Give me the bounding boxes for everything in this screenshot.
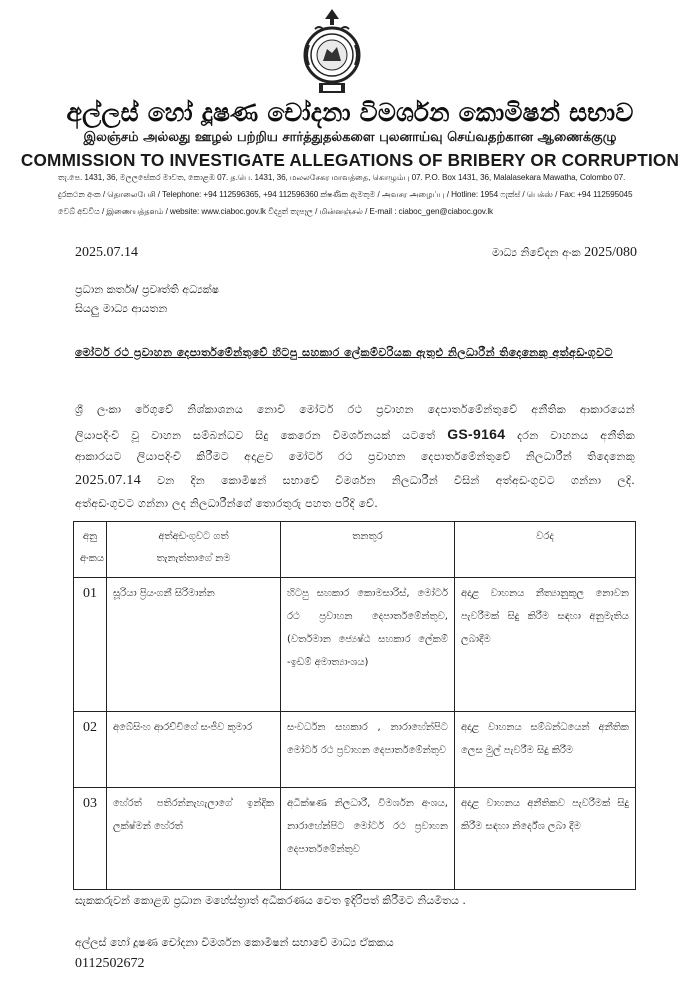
header-offence: වරද	[455, 522, 636, 578]
contact-phone: දුරකථන අංක / தொலைபேசி / Telephone: +94 112596365, +94 112596360 ක්ෂණික ඇමතුම / அவசர அழைப்பு / Hotline: 1954 ෆැක්ස් / பெக்ஸ் / Fax: +94 112595045	[58, 190, 633, 199]
row-name: සූරියා ප්‍රියංගනී සිරිමාන්න	[107, 578, 281, 712]
body-line-4-end: වන දින කොමිෂන් සභාවේ විමර්ශන නිලධාරීන් විසින් අත්අඩංගුවට ගන්නා ලදි.	[157, 474, 636, 487]
body-line-2	[75, 426, 635, 443]
court-note: සැකකරුවන් කොළඹ ප්‍රධාන මහේස්ත්‍රාත් අධිකරණය වෙත ඉදිරිපත් කිරීමට නියමිතය .	[75, 894, 466, 907]
arrested-officers-table	[73, 521, 636, 890]
row-offence: අදාළ වාහනය සම්බන්ධයෙන් අනීතික ලෙස මුල් පැවරීම සිදු කිරීම	[455, 712, 636, 788]
arrest-date: 2025.07.14	[75, 473, 141, 488]
contact-address: තැ.පෙ. 1431, 36, මලලසේකර මාවත, කොළඹ 07. த.பெ. 1431, 36, மலலசேகர மாவத்தை, கொழும்பு 07. P.O. Box 1431, 36, Malalasekara Mawatha, Colombo 07.	[58, 173, 626, 182]
vehicle-number: GS-9164	[447, 426, 506, 442]
row-serial-no: 03	[74, 787, 107, 889]
addressee-media: සියලු මාධ්‍ය ආයතන	[75, 302, 168, 315]
table-row	[74, 578, 636, 712]
row-name: හේරත් පතිරන්නැහැලාගේ ඉන්දික ලක්ෂ්මන් හේරත්	[107, 787, 281, 889]
sri-lanka-emblem-icon	[297, 5, 367, 97]
table-row	[74, 712, 636, 788]
body-line-3: ආකාරයට ලියාපදිංචි කිරීමට අදාළව මෝටර් රථ ප්‍රවාහන දෙපාර්තමේන්තුවේ නිලධාරීන් තිදෙනෙකු	[75, 450, 635, 463]
row-offence: අදාළ වාහනය නීත්‍යානුකූල නොවන පැවරීමක් සිදු කිරීම සඳහා අනුමැතිය ලබාදීම	[455, 578, 636, 712]
header-serial-no-line-1: අනු	[82, 531, 98, 542]
body-line-2-end: දරන වාහනය අනීතික	[517, 429, 636, 442]
row-name: අබේසිංහ ආරච්චිගේ සංජීව කුමාර	[107, 712, 281, 788]
media-unit-phone: 0112502672	[75, 956, 145, 971]
header-name	[107, 522, 281, 578]
body-line-4	[75, 473, 635, 489]
header-serial-no-line-2: අංකය	[80, 553, 105, 564]
row-position: හිටපු සහකාර කොමසාරිස්, මෝටර් රථ ප්‍රවාහන දෙපාර්තමේන්තුව, (වර්තමාන ජ්‍යෙෂ්ඨ සහකාර ලේකම් -ඉඩම් අමාත්‍යාංශය)	[281, 578, 455, 712]
body-line-5: අත්අඩංගුවට ගන්නා ලද නිලධාරීන්ගේ තොරතුරු පහත පරිදි වේ.	[75, 497, 379, 510]
row-position: සංවර්ධන සහකාර , නාරාහේන්පිට මෝටර් රථ ප්‍රවාහන දෙපාර්තමේන්තුව	[281, 712, 455, 788]
release-number-label: මාධ්‍ය නිවේදන අංක	[491, 246, 581, 259]
commission-title-english: COMMISSION TO INVESTIGATE ALLEGATIONS OF BRIBERY OR CORRUPTION	[20, 150, 680, 170]
row-serial-no: 01	[74, 578, 107, 712]
header-name-line-1: අත්අඩංගුවට ගත්	[158, 531, 229, 542]
release-date: 2025.07.14	[75, 245, 138, 260]
row-offence: අදාළ වාහනය අනීතිකව පැවරීමක් සිදු කිරීම සඳහා නිර්දේශ ලබා දීම	[455, 787, 636, 889]
header-position: තනතුර	[281, 522, 455, 578]
row-position: අධීක්ෂණ නිලධාරී, විමර්ශන අංශය, නාරාහේන්පිට මෝටර් රථ ප්‍රවාහන දෙපාර්තමේන්තුව	[281, 787, 455, 889]
contact-web-email: වෙබ් අඩවිය / இணையத்தளம் / website: www.ciaboc.gov.lk විද්‍යුත් තැපෑල / மின்னஞ்சல் / E-mail : ciaboc_gen@ciaboc.gov.lk	[58, 207, 494, 216]
release-heading: මෝටර් රථ ප්‍රවාහන දෙපාර්තමේන්තුවේ හිටපු සහකාර ලේකම්වරියක ඇතුළු නිලධාරීන් තිදෙනෙකු අත්අඩංගුවට	[75, 346, 613, 359]
addressee-editor: ප්‍රධාන කර්තෘ/ ප්‍රවෘත්ති අධ්‍යක්ෂ	[75, 283, 220, 296]
table-row	[74, 787, 636, 889]
release-number-value: 2025/080	[584, 245, 637, 260]
table-header-row	[74, 522, 636, 578]
commission-title-tamil: இலஞ்சம் அல்லது ஊழல் பற்றிய சார்த்துதல்களை புலனாய்வு செய்வதற்கான ஆணைக்குழு	[83, 130, 617, 145]
media-unit-signature: අල්ලස් හෝ දූෂණ චෝදනා විමර්ශන කොමිෂන් සභාවේ මාධ්‍ය ඒකකය	[75, 936, 394, 949]
row-serial-no: 02	[74, 712, 107, 788]
release-number	[492, 245, 637, 261]
header-name-line-2: තැනැත්තාගේ නම	[156, 553, 231, 564]
header-serial-no	[74, 522, 107, 578]
body-line-2-start: ලියාපදිංචි වූ වාහන සම්බන්ධව සිදු කෙරෙන විමර්ශනයක් යටතේ	[75, 429, 436, 442]
commission-title-sinhala: අල්ලස් හෝ දූෂණ චෝදනා විමර්ශන කොමිෂන් සභාව	[66, 98, 634, 127]
body-line-1: ශ්‍රී ලංකා රේගුවේ නිශ්කාශනය නොවී මෝටර් රථ ප්‍රවාහන දෙපාර්තමේන්තුවේ අනීතික ආකාරයෙන්	[75, 403, 635, 416]
